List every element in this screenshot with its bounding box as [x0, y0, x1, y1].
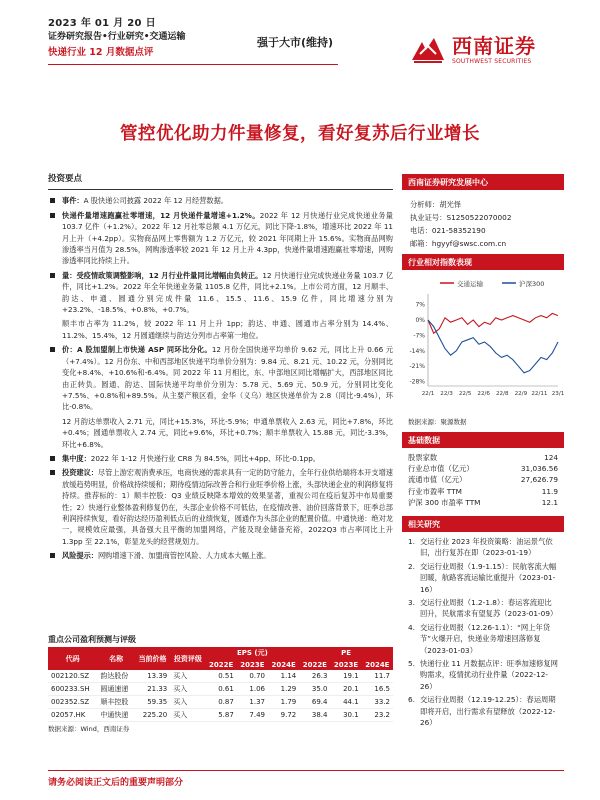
- cell-value: 1.14: [268, 670, 299, 683]
- cell-rating: 买入: [170, 683, 205, 696]
- y-tick-label: -14%: [409, 347, 425, 355]
- perf-chart-heading: 行业相对指数表现: [402, 254, 564, 270]
- cell-name: 圆通速递: [97, 683, 135, 696]
- cell-rating: 买入: [170, 709, 205, 722]
- col-eps: EPS (元): [206, 647, 300, 659]
- related-item[interactable]: 4. 交运行业周报（12.26-1.1）：“网上年货节”火爆开启，快递业务增速回落修复（2023-01-03）: [408, 622, 551, 655]
- cell-value: 35.0: [299, 683, 330, 696]
- footer-divider: [48, 770, 564, 771]
- cell-code: 002120.SZ: [48, 670, 97, 683]
- basic-data-row: 行业市盈率 TTM 11.9: [408, 486, 558, 496]
- y-tick-label: -21%: [409, 363, 425, 371]
- col-price: 当前价格: [135, 647, 170, 670]
- related-item[interactable]: 2. 交运行业周报（1.9-1.15）：民航客流大幅回暖，航路客流运输比重提升（2023-01-16）: [408, 561, 557, 594]
- cell-value: 19.1: [330, 670, 361, 683]
- cell-value: 33.2: [362, 696, 393, 709]
- cell-code: 002352.SZ: [48, 696, 97, 709]
- table-source: 数据来源：Wind，西南证券: [48, 725, 130, 733]
- cell-value: 1.79: [268, 696, 299, 709]
- summary-item-risk: 风险提示：网购增速下滑、加盟商管控风险、人力成本大幅上涨。: [48, 550, 393, 561]
- summary-item-volume: 量：受疫情政策调整影响，12 月行业件量同比增幅由负转正。12 月快递行业完成快递业务量 103.7 亿件，同比+1.2%。2022 年全年快递业务量 1105.8 亿件，同比+2.1%。上市公司方面，12 月顺丰、韵达、申通、圆通分别完成件量 11.6、15.5、11.6、15.9 亿件，同比增速分别为+23.2%、-18.5%、+0.8%、+0.7%。: [48, 270, 393, 316]
- related-item[interactable]: 1. 交运行业 2023 年投资策略：油运景气依旧，出行复苏在即（2023-01-19）: [408, 537, 553, 558]
- summary-item-concentration: 集中度：2022 年 1-12 月快递行业 CR8 为 84.5%，同比+4pp、环比-0.1pp。: [48, 453, 393, 464]
- analyst-name: 胡光怿: [439, 200, 462, 209]
- industry-rating: 强于大市(维持): [257, 36, 334, 49]
- x-tick-label: 22/3: [440, 391, 453, 397]
- logo-text-cn: 西南证券: [452, 34, 536, 58]
- cell-price: 225.20: [135, 709, 170, 722]
- cell-value: 16.5: [362, 683, 393, 696]
- forecast-table: [48, 647, 393, 722]
- analyst-phone-label: 电话：: [410, 226, 432, 235]
- cell-name: 韵达股份: [97, 670, 135, 683]
- footer-disclaimer: 请务必阅读正文后的重要声明部分: [48, 778, 184, 788]
- cell-price: 13.39: [135, 670, 170, 683]
- analyst-info: [402, 190, 564, 254]
- y-tick-label: -7%: [413, 332, 425, 340]
- x-tick-label: 22/6: [477, 391, 490, 397]
- col-code: 代码: [48, 647, 97, 670]
- related-list: [402, 532, 564, 729]
- summary-item-price-extra: 12 月韵达单票收入 2.71 元，同比+15.3%，环比-5.9%；申通单票收入 2.63 元，同比+7.8%，环比+0.4%；圆通单票收入 2.74 元，同比+9.6%，环比+0.7%；顺丰单票收入 15.88 元，同比-3.3%，环比+6.8%。: [62, 416, 393, 449]
- analyst-phone: 021-58352190: [431, 226, 486, 235]
- analyst-name-label: 分析师：: [410, 200, 440, 209]
- cell-code: 02057.HK: [48, 709, 97, 722]
- cell-value: 5.87: [206, 709, 237, 722]
- logo-icon: [408, 36, 448, 66]
- col-rating: 投资评级: [170, 647, 205, 670]
- basic-data-row: 股票家数 124: [408, 453, 558, 462]
- y-tick-label: 7%: [415, 301, 425, 309]
- related-heading: 相关研究: [402, 516, 564, 532]
- cell-value: 0.51: [206, 670, 237, 683]
- col-year: 2022E: [206, 659, 237, 670]
- analyst-email-label: 邮箱：: [410, 239, 432, 248]
- cell-value: 7.49: [237, 709, 268, 722]
- col-pe: PE: [299, 647, 393, 659]
- table-row: [48, 683, 393, 696]
- forecast-table-section: [48, 634, 393, 733]
- analyst-cert-label: 执业证号：: [410, 213, 447, 222]
- cell-value: 1.37: [237, 696, 268, 709]
- cell-value: 38.4: [299, 709, 330, 722]
- x-tick-label: 22/11: [531, 391, 548, 397]
- report-title: 管控优化助力件量修复，看好复苏后行业增长: [120, 124, 480, 144]
- summary-item-volume-extra: 顺丰市占率为 11.2%，较 2022 年 11 月上升 1pp；韵达、申通、圆通市占率分别为 14.4%、11.2%、15.4%，12 月圆通继续与韵达分列市占率第一地位。: [62, 319, 393, 340]
- cell-price: 59.35: [135, 696, 170, 709]
- summary-item-event: 事件：A 股快递公司披露 2022 年 12 月经营数据。: [48, 195, 393, 206]
- cell-price: 21.33: [135, 683, 170, 696]
- cell-rating: 买入: [170, 670, 205, 683]
- logo-text-en: SOUTHWEST SECURITIES: [452, 58, 532, 65]
- summary-divider: [48, 189, 393, 190]
- basic-data-row: 流通市值（亿元） 27,626.79: [408, 475, 558, 485]
- header-divider: [48, 64, 338, 65]
- table-row: [48, 670, 393, 683]
- legend-label: 沪深300: [519, 280, 545, 288]
- cell-value: 20.1: [330, 683, 361, 696]
- col-year: 2023E: [330, 659, 361, 670]
- basic-data-row: 沪深 300 市盈率 TTM 12.1: [408, 497, 558, 507]
- summary-item-growth: 快递件量增速跑赢社零增速，12 月快递件量增速+1.2%。2022 年 12 月快递行业完成快递业务量 103.7 亿件（+1.2%）。2022 年 12 月社零总额 4.1 万亿元，同比下降-1.8%，增速环比 2022 年 11 月上升（+4.2pp）。实物商品网上零售额为 1.2 万亿元，较 2021 年同期上升 15.6%。实物商品网购渗透率当月值为 28.5%，网购渗透率较 2021 年 12 月上升 4.3pp，快递件量增速跑赢社零增速，网购渗透率同比持续上升。: [48, 210, 393, 267]
- report-date: 2023 年 01 月 20 日: [48, 18, 156, 29]
- x-tick-label: 22/5: [458, 391, 472, 397]
- col-year: 2023E: [237, 659, 268, 670]
- cell-name: 顺丰控股: [97, 696, 135, 709]
- x-tick-label: 23/1: [551, 391, 564, 397]
- summary-heading: 投资要点: [48, 174, 83, 184]
- basic-data-heading: 基础数据: [402, 432, 564, 448]
- table-row: [48, 709, 393, 722]
- basic-data-row: 行业总市值（亿元） 31,036.56: [408, 464, 558, 474]
- cell-value: 23.2: [362, 709, 393, 722]
- related-item[interactable]: 6. 交运行业周报（12.19-12.25）：春运周期即将开启，出行需求有望释放（2022-12-26）: [408, 695, 556, 728]
- col-year: 2022E: [299, 659, 330, 670]
- cell-value: 1.06: [237, 683, 268, 696]
- x-tick-label: 22/8: [496, 391, 509, 397]
- report-subtitle: 快递行业 12 月数据点评: [48, 47, 154, 58]
- y-tick-label: 0%: [415, 317, 425, 324]
- table-row: [48, 696, 393, 709]
- related-item[interactable]: 5. 快递行业 11 月数据点评：旺季加速修复网购需求，疫情扰动行业件量（2022-12-26）: [408, 659, 558, 691]
- cell-code: 600233.SH: [48, 683, 97, 696]
- basic-data-list: [402, 448, 564, 508]
- related-item[interactable]: 3. 交运行业周报（1.2-1.8）：春运客流迎比回升，民航需求有望复苏（2023-01-09）: [408, 598, 558, 619]
- performance-chart: [402, 274, 564, 409]
- analyst-cert: S1250522070002: [446, 213, 512, 222]
- analyst-email[interactable]: hgyyf@swsc.com.cn: [431, 239, 507, 248]
- summary-item-price: 价：A 股加盟制上市快递 ASP 同环比分化。12 月份全国快递平均单价 9.62 元，同比上升 0.66 元（+7.4%）。12 月份东、中和西部地区快递平均单价分别为：9.84 元、8.21 元、10.22 元，分别同比变化+8.4%、+10.6%和-6.4%。同 2022 年 11 月相比，东、中部地区同比增幅扩大，西部地区同比由正转负。圆通、韵达、国际快递平均单价分别为：5.78 元、5.69 元、50.9 元，分别同比变化+7.5%、+0.8%和+89.5%。从主要产粮区看，金华（义乌）地区快递单价为 2.8（同比-9.4%），环比-0.8%。: [48, 344, 393, 412]
- col-year: 2024E: [362, 659, 393, 670]
- sidebar: [402, 174, 564, 731]
- cell-rating: 买入: [170, 696, 205, 709]
- cell-value: 69.4: [299, 696, 330, 709]
- col-name: 名称: [97, 647, 135, 670]
- forecast-table-title: 重点公司盈利预测与评级: [48, 635, 136, 644]
- legend-label: 交通运输: [457, 280, 483, 288]
- cell-value: 0.61: [206, 683, 237, 696]
- analyst-heading: 西南证券研究发展中心: [402, 174, 564, 190]
- cell-name: 中通快递: [97, 709, 135, 722]
- report-category: 证券研究报告•行业研究•交通运输: [48, 32, 186, 42]
- summary-section: [48, 174, 393, 565]
- cell-value: 44.1: [330, 696, 361, 709]
- cell-value: 0.70: [237, 670, 268, 683]
- cell-value: 26.3: [299, 670, 330, 683]
- cell-value: 30.1: [330, 709, 361, 722]
- brand-logo: [408, 34, 558, 70]
- x-tick-label: 22/1: [421, 391, 435, 397]
- cell-value: 0.87: [206, 696, 237, 709]
- y-tick-label: -28%: [409, 378, 425, 386]
- summary-item-advice: 投资建议：尽管上游宏观消费承压，电商快递的需求具有一定的防守能力，全年行业供给端将本开支增速放缓趋势明显，价格战持续缓和；期待疫情边际改善合和行业旺季价格上涨，头部快递企业的利润修复将持续。推荐标的：1）顺丰控股：Q3 业绩反映降本增效的效果显著，重视公司在疫后复苏中布局重要性；2）快递行业整体盈利修复仍在，头部企业价格不可低估，在疫情改善、油价回落背景下，旺季总部利润持续恢复，看好韵达经历盈利低点后的业绩恢复，圆通作为头部企业的配置价值。中通快递：绝对龙一，规模效应最强，具备强大且平衡的加盟网络，产能及现金储备充裕，2022Q3 市占率同比上升 1.3pp 至 22.1%，彰显龙头的经营规划力。: [48, 467, 393, 547]
- series-line-hs300: [428, 320, 558, 373]
- col-year: 2024E: [268, 659, 299, 670]
- cell-value: 1.29: [268, 683, 299, 696]
- x-tick-label: 22/9: [514, 391, 528, 397]
- cell-value: 9.72: [268, 709, 299, 722]
- cell-value: 11.7: [362, 670, 393, 683]
- series-line-transport: [428, 313, 558, 333]
- chart-source: 数据来源：聚源数据: [408, 418, 467, 426]
